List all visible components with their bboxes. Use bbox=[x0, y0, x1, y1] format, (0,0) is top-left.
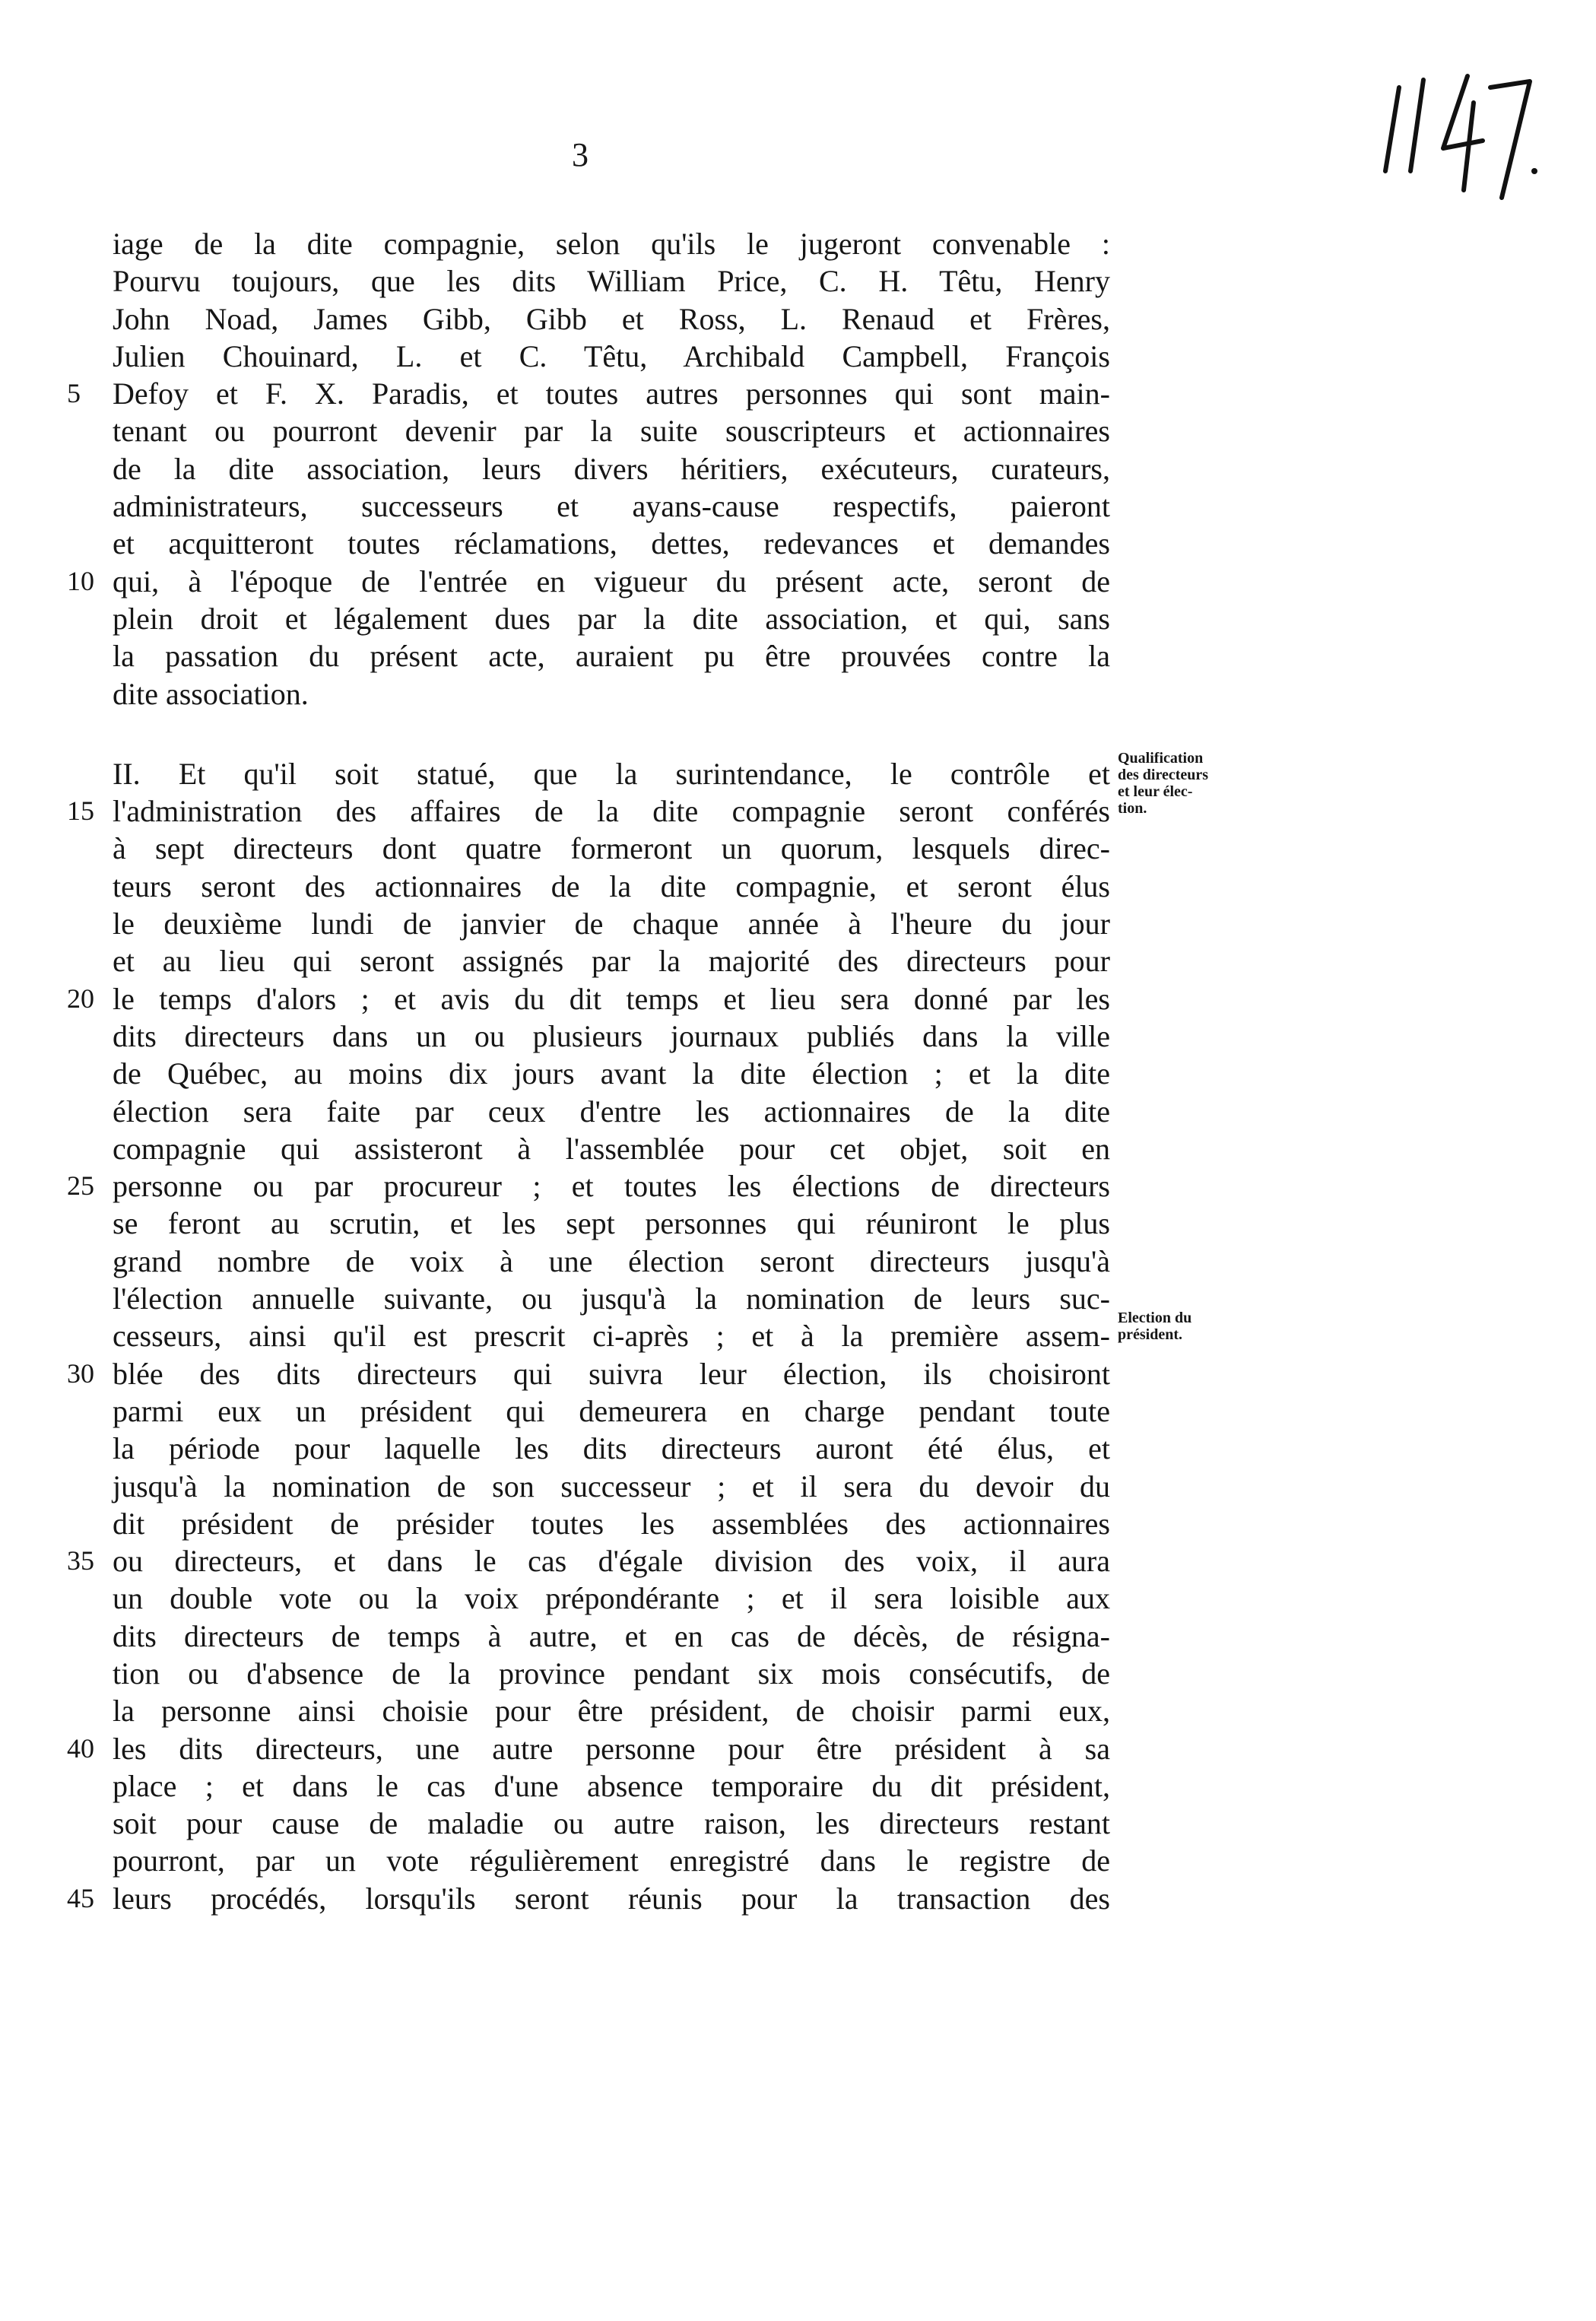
line-text: tion ou d'absence de la province pendant six mois consécutifs, de bbox=[113, 1656, 1110, 1691]
text-line bbox=[113, 1205, 1110, 1242]
paragraph-gap bbox=[113, 713, 1110, 755]
line-text: place ; et dans le cas d'une absence temporaire du dit président, bbox=[113, 1768, 1110, 1803]
line-text: dite association. bbox=[113, 676, 309, 711]
line-text: à sept directeurs dont quatre formeront un quorum, lesquels direc- bbox=[113, 831, 1110, 866]
text-line bbox=[113, 1505, 1110, 1542]
line-number: 5 bbox=[67, 378, 81, 409]
line-text: le temps d'alors ; et avis du dit temps et lieu sera donné par les bbox=[113, 981, 1110, 1016]
text-line bbox=[113, 1430, 1110, 1467]
text-line bbox=[113, 830, 1110, 867]
line-text: se feront au scrutin, et les sept personnes qui réuniront le plus bbox=[113, 1206, 1110, 1241]
line-text: de Québec, au moins dix jours avant la dite élection ; et la dite bbox=[113, 1056, 1110, 1091]
line-text: administrateurs, successeurs et ayans-cause respectifs, paieront bbox=[113, 489, 1110, 524]
text-line bbox=[113, 868, 1110, 905]
text-line bbox=[113, 1018, 1110, 1055]
line-text: de la dite association, leurs divers héritiers, exécuteurs, curateurs, bbox=[113, 451, 1110, 486]
text-line bbox=[113, 1767, 1110, 1805]
line-text: personne ou par procureur ; et toutes les élections de directeurs bbox=[113, 1169, 1110, 1204]
text-line bbox=[113, 450, 1110, 487]
line-text: élection sera faite par ceux d'entre les actionnaires de la dite bbox=[113, 1094, 1110, 1129]
text-line bbox=[113, 487, 1110, 525]
line-text: qui, à l'époque de l'entrée en vigueur du présent acte, seront de bbox=[113, 564, 1110, 599]
line-text: cesseurs, ainsi qu'il est prescrit ci-après ; et à la première assem- bbox=[113, 1319, 1110, 1354]
margin-note-line: Qualification bbox=[1118, 750, 1204, 767]
text-line bbox=[67, 563, 1110, 600]
line-text: la personne ainsi choisie pour être président, de choisir parmi eux, bbox=[113, 1694, 1110, 1729]
margin-note-line: et leur élec- bbox=[1118, 783, 1193, 800]
text-line bbox=[113, 905, 1110, 942]
text-line bbox=[67, 1880, 1110, 1917]
line-text: parmi eux un président qui demeurera en charge pendant toute bbox=[113, 1393, 1110, 1428]
text-line bbox=[113, 1243, 1110, 1280]
text-line bbox=[113, 338, 1110, 375]
line-text: soit pour cause de maladie ou autre raison, les directeurs restant bbox=[113, 1806, 1110, 1841]
line-text: dits directeurs de temps à autre, et en cas de décès, de résigna- bbox=[113, 1618, 1110, 1653]
text-line bbox=[113, 675, 1110, 713]
margin-note-line: Election du bbox=[1118, 1310, 1192, 1326]
statute-text bbox=[67, 225, 1110, 1917]
text-line bbox=[113, 262, 1110, 300]
line-text: Pourvu toujours, que les dits William Price, C. H. Têtu, Henry bbox=[113, 264, 1110, 299]
line-text: tenant ou pourront devenir par la suite souscripteurs et actionnaires bbox=[113, 414, 1110, 449]
line-text: jusqu'à la nomination de son successeur ; et il sera du devoir du bbox=[113, 1468, 1110, 1503]
text-line bbox=[113, 1655, 1110, 1692]
line-text: et au lieu qui seront assignés par la majorité des directeurs pour bbox=[113, 944, 1110, 979]
text-line bbox=[113, 1842, 1110, 1879]
line-text: teurs seront des actionnaires de la dite compagnie, et seront élus bbox=[113, 868, 1110, 903]
margin-note-line: tion. bbox=[1118, 800, 1147, 817]
line-text: grand nombre de voix à une élection seront directeurs jusqu'à bbox=[113, 1243, 1110, 1278]
line-text: et acquitteront toutes réclamations, dettes, redevances et demandes bbox=[113, 526, 1110, 561]
text-line bbox=[67, 980, 1110, 1018]
line-number: 45 bbox=[67, 1882, 94, 1913]
text-line bbox=[113, 1468, 1110, 1505]
text-line bbox=[113, 1805, 1110, 1842]
text-line bbox=[113, 1580, 1110, 1617]
text-line bbox=[67, 1730, 1110, 1767]
text-line bbox=[67, 1542, 1110, 1580]
line-number: 10 bbox=[67, 565, 94, 596]
line-text: plein droit et légalement dues par la dite association, et qui, sans bbox=[113, 601, 1110, 636]
line-text: la passation du présent acte, auraient pu être prouvées contre la bbox=[113, 639, 1110, 674]
line-number: 15 bbox=[67, 795, 94, 827]
page-number: 3 bbox=[572, 136, 589, 173]
line-text: John Noad, James Gibb, Gibb et Ross, L. Renaud et Frères, bbox=[113, 301, 1110, 336]
line-text: un double vote ou la voix prépondérante ; et il sera loisible aux bbox=[113, 1581, 1110, 1616]
margin-note-line: des directeurs bbox=[1118, 767, 1209, 783]
text-line bbox=[67, 1355, 1110, 1392]
line-number: 35 bbox=[67, 1545, 94, 1576]
margin-note-qualification bbox=[1118, 750, 1270, 817]
margin-note-line: président. bbox=[1118, 1326, 1182, 1343]
line-text: ou directeurs, et dans le cas d'égale division des voix, il aura bbox=[113, 1544, 1110, 1579]
text-line bbox=[113, 1280, 1110, 1317]
line-number: 30 bbox=[67, 1357, 94, 1389]
text-line bbox=[113, 225, 1110, 262]
line-text: l'administration des affaires de la dite compagnie seront conférés bbox=[113, 794, 1110, 829]
line-text: dit président de présider toutes les assemblées des actionnaires bbox=[113, 1506, 1110, 1541]
text-line bbox=[113, 1130, 1110, 1167]
line-text: les dits directeurs, une autre personne pour être président à sa bbox=[113, 1731, 1110, 1766]
text-line bbox=[67, 375, 1110, 412]
text-line bbox=[113, 1392, 1110, 1430]
text-line bbox=[113, 300, 1110, 338]
line-text: iage de la dite compagnie, selon qu'ils le jugeront convenable : bbox=[113, 227, 1110, 261]
text-line bbox=[113, 1055, 1110, 1092]
text-line bbox=[113, 1618, 1110, 1655]
text-line bbox=[113, 525, 1110, 562]
text-line bbox=[113, 412, 1110, 449]
margin-note-election bbox=[1118, 1310, 1270, 1343]
line-text: compagnie qui assisteront à l'assemblée pour cet objet, soit en bbox=[113, 1131, 1110, 1166]
text-line bbox=[113, 600, 1110, 637]
line-text: leurs procédés, lorsqu'ils seront réunis pour la transaction des bbox=[113, 1881, 1110, 1916]
folio-ink-mark bbox=[1369, 57, 1544, 209]
line-number: 40 bbox=[67, 1732, 94, 1764]
text-line bbox=[67, 792, 1110, 830]
text-line bbox=[113, 1317, 1110, 1354]
line-text: l'élection annuelle suivante, ou jusqu'à la nomination de leurs suc- bbox=[113, 1281, 1110, 1316]
handwritten-folio-number bbox=[1369, 57, 1544, 209]
text-line bbox=[113, 942, 1110, 980]
text-line bbox=[113, 1093, 1110, 1130]
line-text: dits directeurs dans un ou plusieurs journaux publiés dans la ville bbox=[113, 1018, 1110, 1053]
text-line bbox=[113, 637, 1110, 675]
line-number: 25 bbox=[67, 1170, 94, 1202]
line-text: le deuxième lundi de janvier de chaque année à l'heure du jour bbox=[113, 906, 1110, 941]
line-text: la période pour laquelle les dits directeurs auront été élus, et bbox=[113, 1431, 1110, 1466]
text-line bbox=[67, 1167, 1110, 1205]
line-text: blée des dits directeurs qui suivra leur élection, ils choisiront bbox=[113, 1356, 1110, 1391]
line-number: 20 bbox=[67, 983, 94, 1014]
line-text: pourront, par un vote régulièrement enregistré dans le registre de bbox=[113, 1843, 1110, 1878]
line-text: Julien Chouinard, L. et C. Têtu, Archibald Campbell, François bbox=[113, 338, 1110, 373]
text-line bbox=[113, 1692, 1110, 1729]
line-text: Defoy et F. X. Paradis, et toutes autres personnes qui sont main- bbox=[113, 376, 1110, 411]
line-text: II. Et qu'il soit statué, que la surintendance, le contrôle et bbox=[113, 756, 1110, 791]
text-line bbox=[113, 755, 1110, 792]
